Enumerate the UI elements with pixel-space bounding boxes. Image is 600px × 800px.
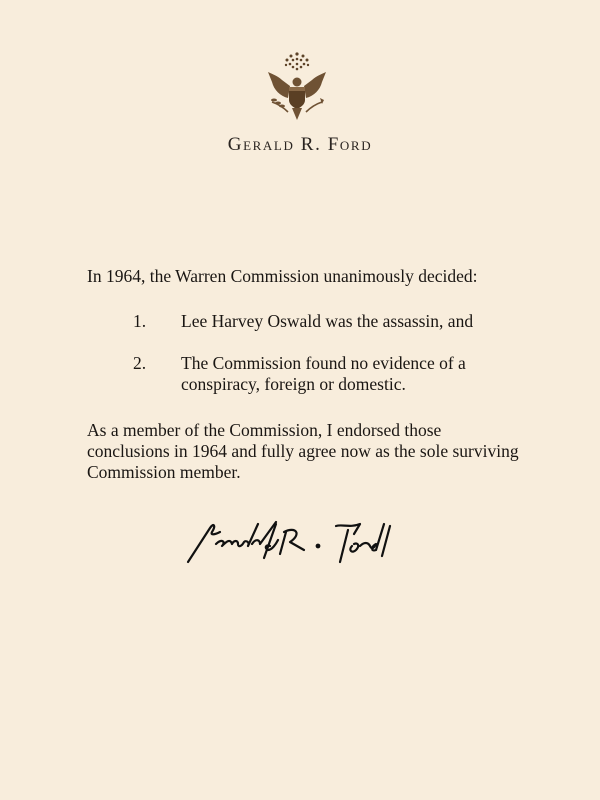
list-text: Lee Harvey Oswald was the assassin, and [181,311,474,331]
closing-paragraph: As a member of the Commission, I endorsed those conclusions in 1964 and fully agree now as the sole surviving Commission member. [87,420,519,482]
handwritten-signature [180,510,440,575]
list-number: 2. [133,353,147,373]
intro-paragraph: In 1964, the Warren Commission unanimously decided: [87,266,478,286]
list-text: The Commission found no evidence of a conspiracy, foreign or domestic. [181,353,466,394]
letterhead-name: Gerald R. Ford [227,134,373,155]
list-number: 1. [133,311,147,331]
great-seal-eagle-icon [262,50,332,122]
